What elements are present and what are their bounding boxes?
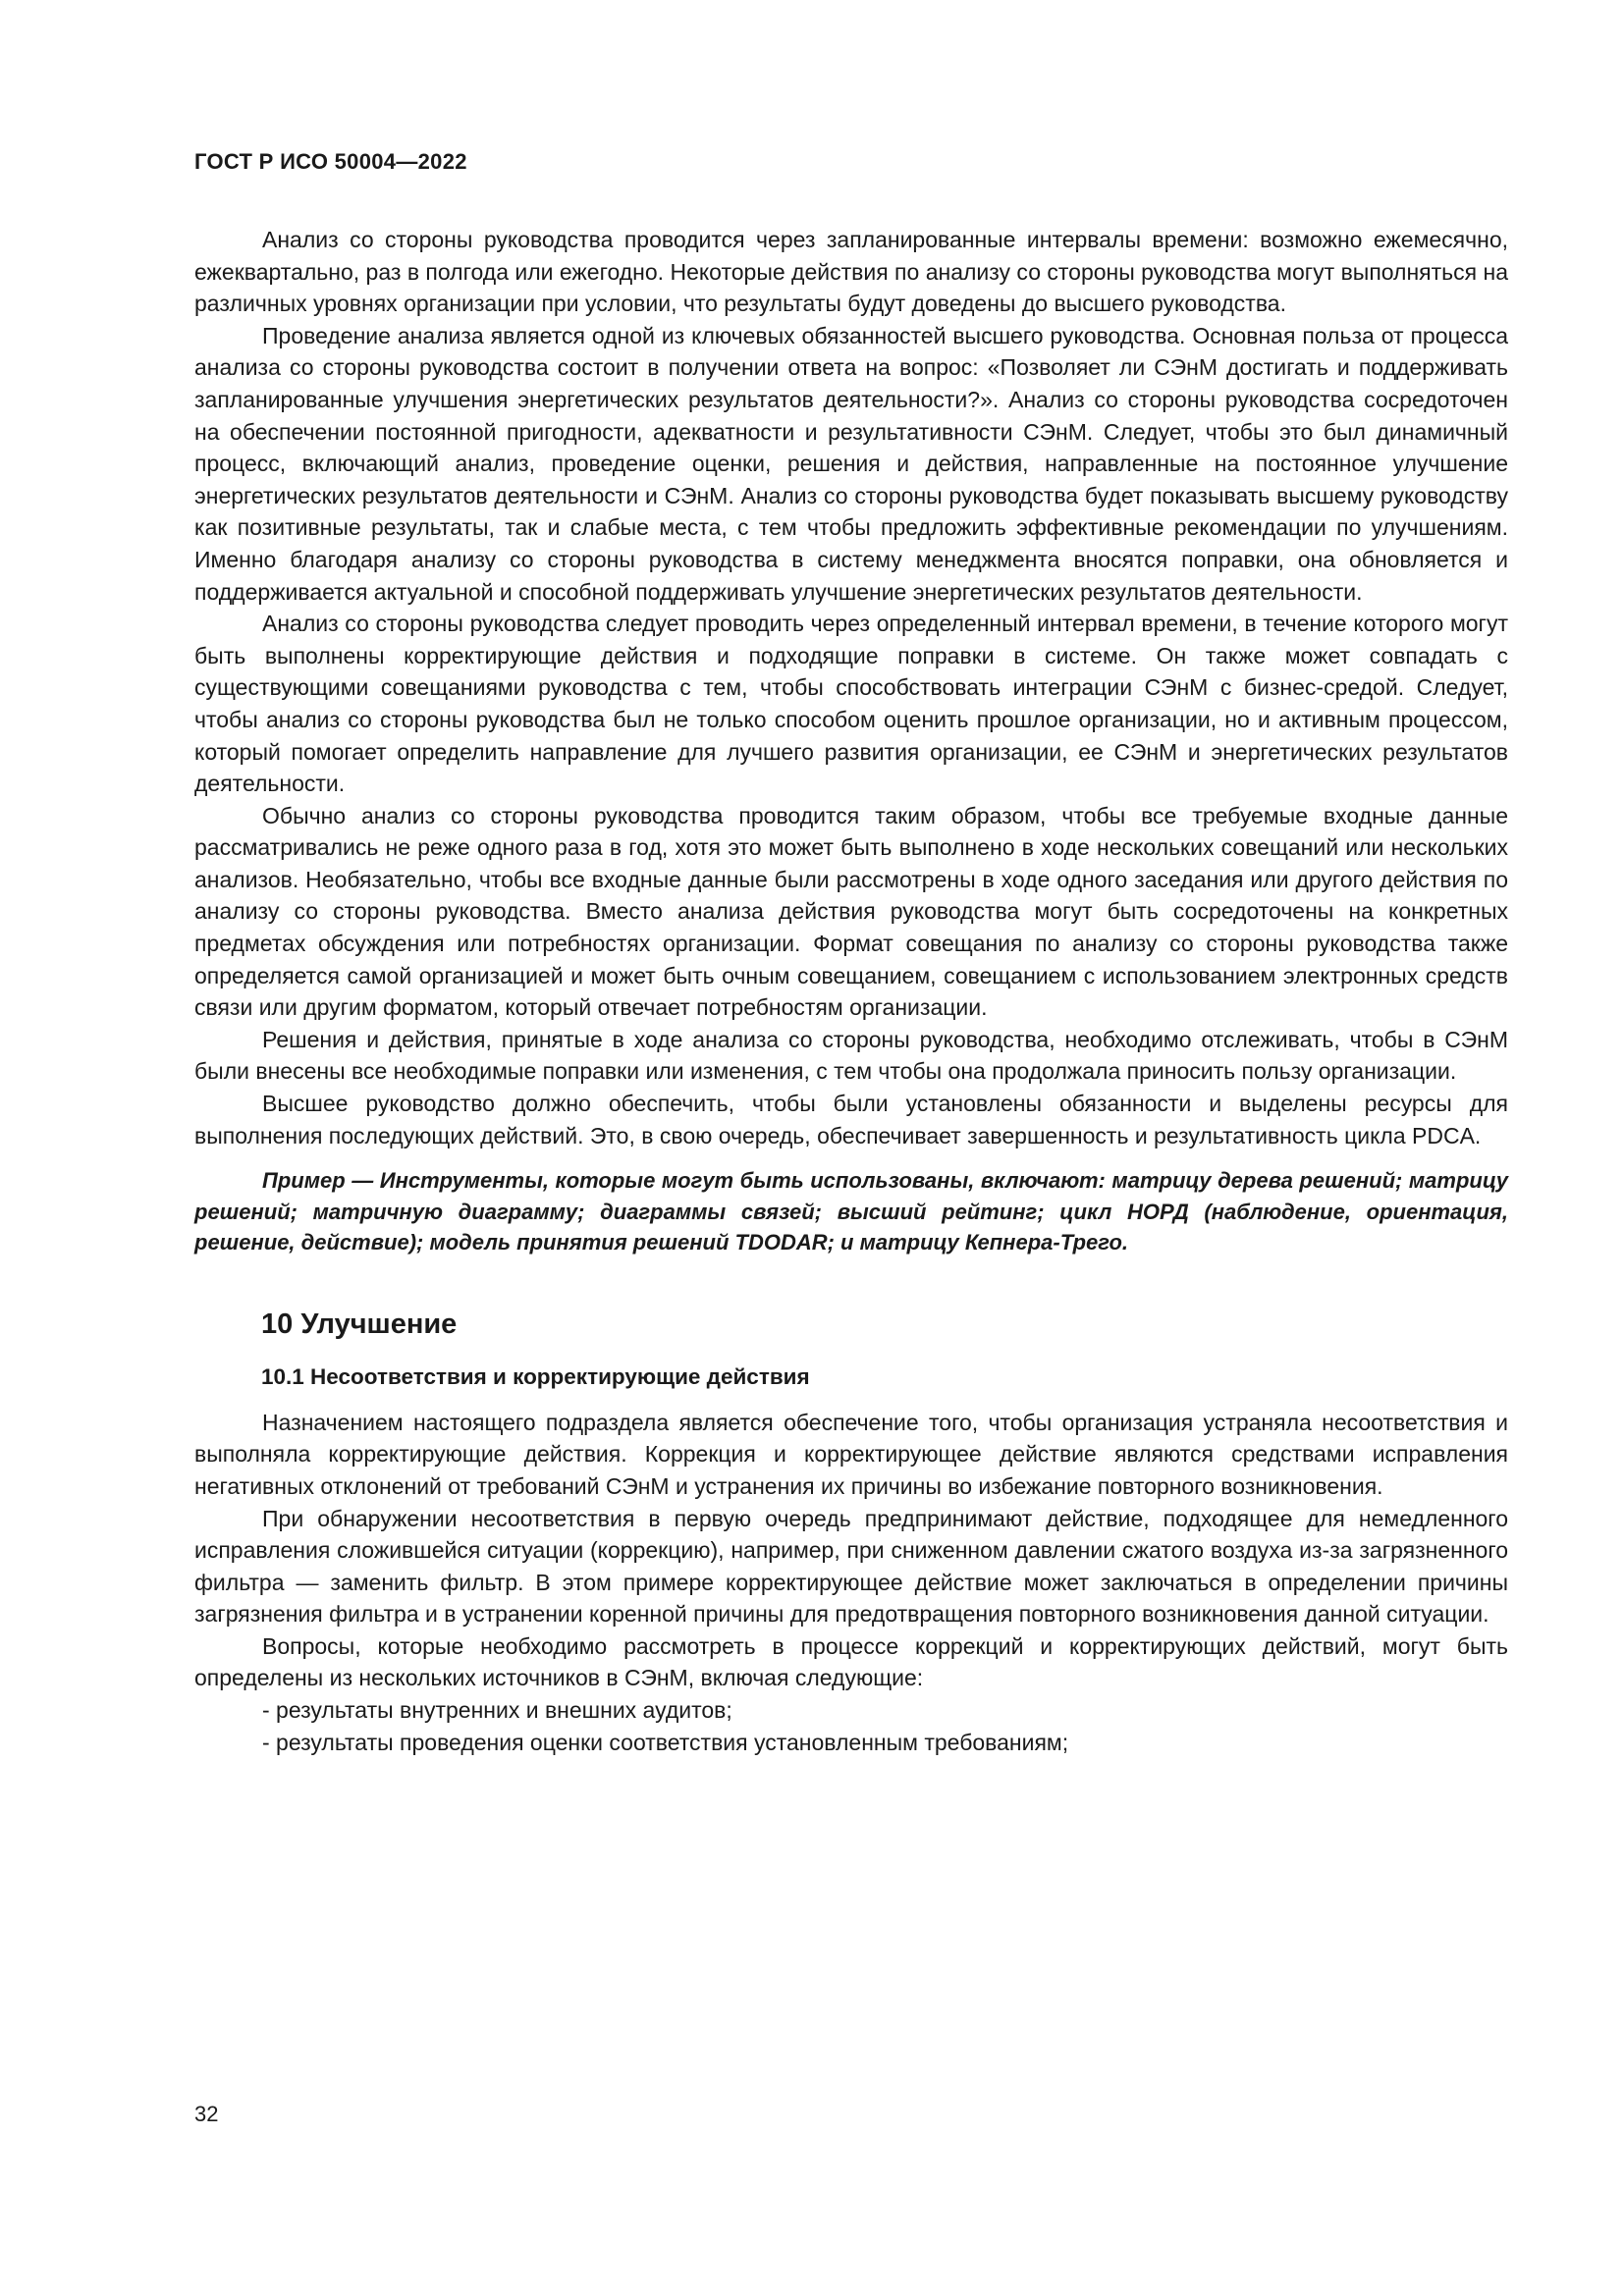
list-item: - результаты внутренних и внешних аудитов;	[262, 1697, 732, 1724]
document-body	[194, 224, 1508, 1758]
paragraph: Решения и действия, принятые в ходе анализа со стороны руководства, необходимо отслеживать, чтобы в СЭнМ были внесены все необходимые поправки или изменения, с тем чтобы она продолжала приносить пользу организации.	[194, 1026, 1508, 1085]
subsection-heading: 10.1 Несоответствия и корректирующие действия	[261, 1363, 810, 1389]
paragraph: Назначением настоящего подраздела является обеспечение того, чтобы организация устраняла несоответствия и выполняла корректирующие действия. Коррекция и корректирующее действие являются средствами исправления негативных отклонений от требований СЭнМ и устранения их причины во избежание повторного возникновения.	[194, 1409, 1508, 1499]
paragraph: При обнаружении несоответствия в первую очередь предпринимают действие, подходящее для немедленного исправления сложившейся ситуации (коррекцию), например, при сниженном давлении сжатого воздуха из-за загрязненного фильтра — заменить фильтр. В этом примере корректирующее действие может заключаться в определении причины загрязнения фильтра и в устранении коренной причины для предотвращения повторного возникновения данной ситуации.	[194, 1505, 1508, 1628]
section-heading: 10 Улучшение	[261, 1308, 458, 1340]
paragraph: Анализ со стороны руководства проводится через запланированные интервалы времени: возможно ежемесячно, ежеквартально, раз в полгода или ежегодно. Некоторые действия по анализу со стороны руководства могут выполняться на различных уровнях организации при условии, что результаты будут доведены до высшего руководства.	[194, 227, 1508, 317]
page-number: 32	[194, 2102, 219, 2126]
paragraph: Анализ со стороны руководства следует проводить через определенный интервал времени, в течение которого могут быть выполнены корректирующие действия и подходящие поправки в системе. Он также может совпадать с существующими совещаниями руководства с тем, чтобы способствовать интеграции СЭнМ с бизнес-средой. Следует, чтобы анализ со стороны руководства был не только способом оценить прошлое организации, но и активным процессом, который помогает определить направление для лучшего развития организации, ее СЭнМ и энергетических результатов деятельности.	[194, 611, 1508, 797]
paragraph: Вопросы, которые необходимо рассмотреть в процессе коррекций и корректирующих действий, могут быть определены из нескольких источников в СЭнМ, включая следующие:	[194, 1632, 1508, 1691]
paragraph: Проведение анализа является одной из ключевых обязанностей высшего руководства. Основная польза от процесса анализа со стороны руководства состоит в получении ответа на вопрос: «Позволяет ли СЭнМ достигать и поддерживать запланированные улучшения энергетических результатов деятельности?». Анализ со стороны руководства сосредоточен на обеспечении постоянной пригодности, адекватности и результативности СЭнМ. Следует, чтобы это был динамичный процесс, включающий анализ, проведение оценки, решения и действия, направленные на постоянное улучшение энергетических результатов деятельности и СЭнМ. Анализ со стороны руководства будет показывать высшему руководству как позитивные результаты, так и слабые места, с тем чтобы предложить эффективные рекомендации по улучшениям. Именно благодаря анализу со стороны руководства в систему менеджмента вносятся поправки, она обновляется и поддерживается актуальной и способной поддерживать улучшение энергетических результатов деятельности.	[194, 322, 1508, 605]
paragraph: Обычно анализ со стороны руководства проводится таким образом, чтобы все требуемые входные данные рассматривались не реже одного раза в год, хотя это может быть выполнено в ходе нескольких совещаний или нескольких анализов. Необязательно, чтобы все входные данные были рассмотрены в ходе одного заседания или другого действия по анализу со стороны руководства. Вместо анализа действия руководства могут быть сосредоточены на конкретных предметах обсуждения или потребностях организации. Формат совещания по анализу со стороны руководства также определяется самой организацией и может быть очным совещанием, совещанием с использованием электронных средств связи или другим форматом, который отвечает потребностям организации.	[194, 802, 1508, 1021]
bullet-list	[194, 1694, 1508, 1758]
list-item: - результаты проведения оценки соответствия установленным требованиям;	[262, 1729, 1069, 1755]
example-note: Пример — Инструменты, которые могут быть использованы, включают: матрицу дерева решений; матрицу решений; матричную диаграмму; диаграммы связей; высший рейтинг; цикл НОРД (наблюдение, ориентация, решение, действие); модель принятия решений TDODAR; и матрицу Кепнера-Трего.	[194, 1168, 1508, 1255]
paragraph: Высшее руководство должно обеспечить, чтобы были установлены обязанности и выделены ресурсы для выполнения последующих действий. Это, в свою очередь, обеспечивает завершенность и результативность цикла PDCA.	[194, 1091, 1508, 1148]
document-header: ГОСТ Р ИСО 50004—2022	[194, 149, 467, 174]
